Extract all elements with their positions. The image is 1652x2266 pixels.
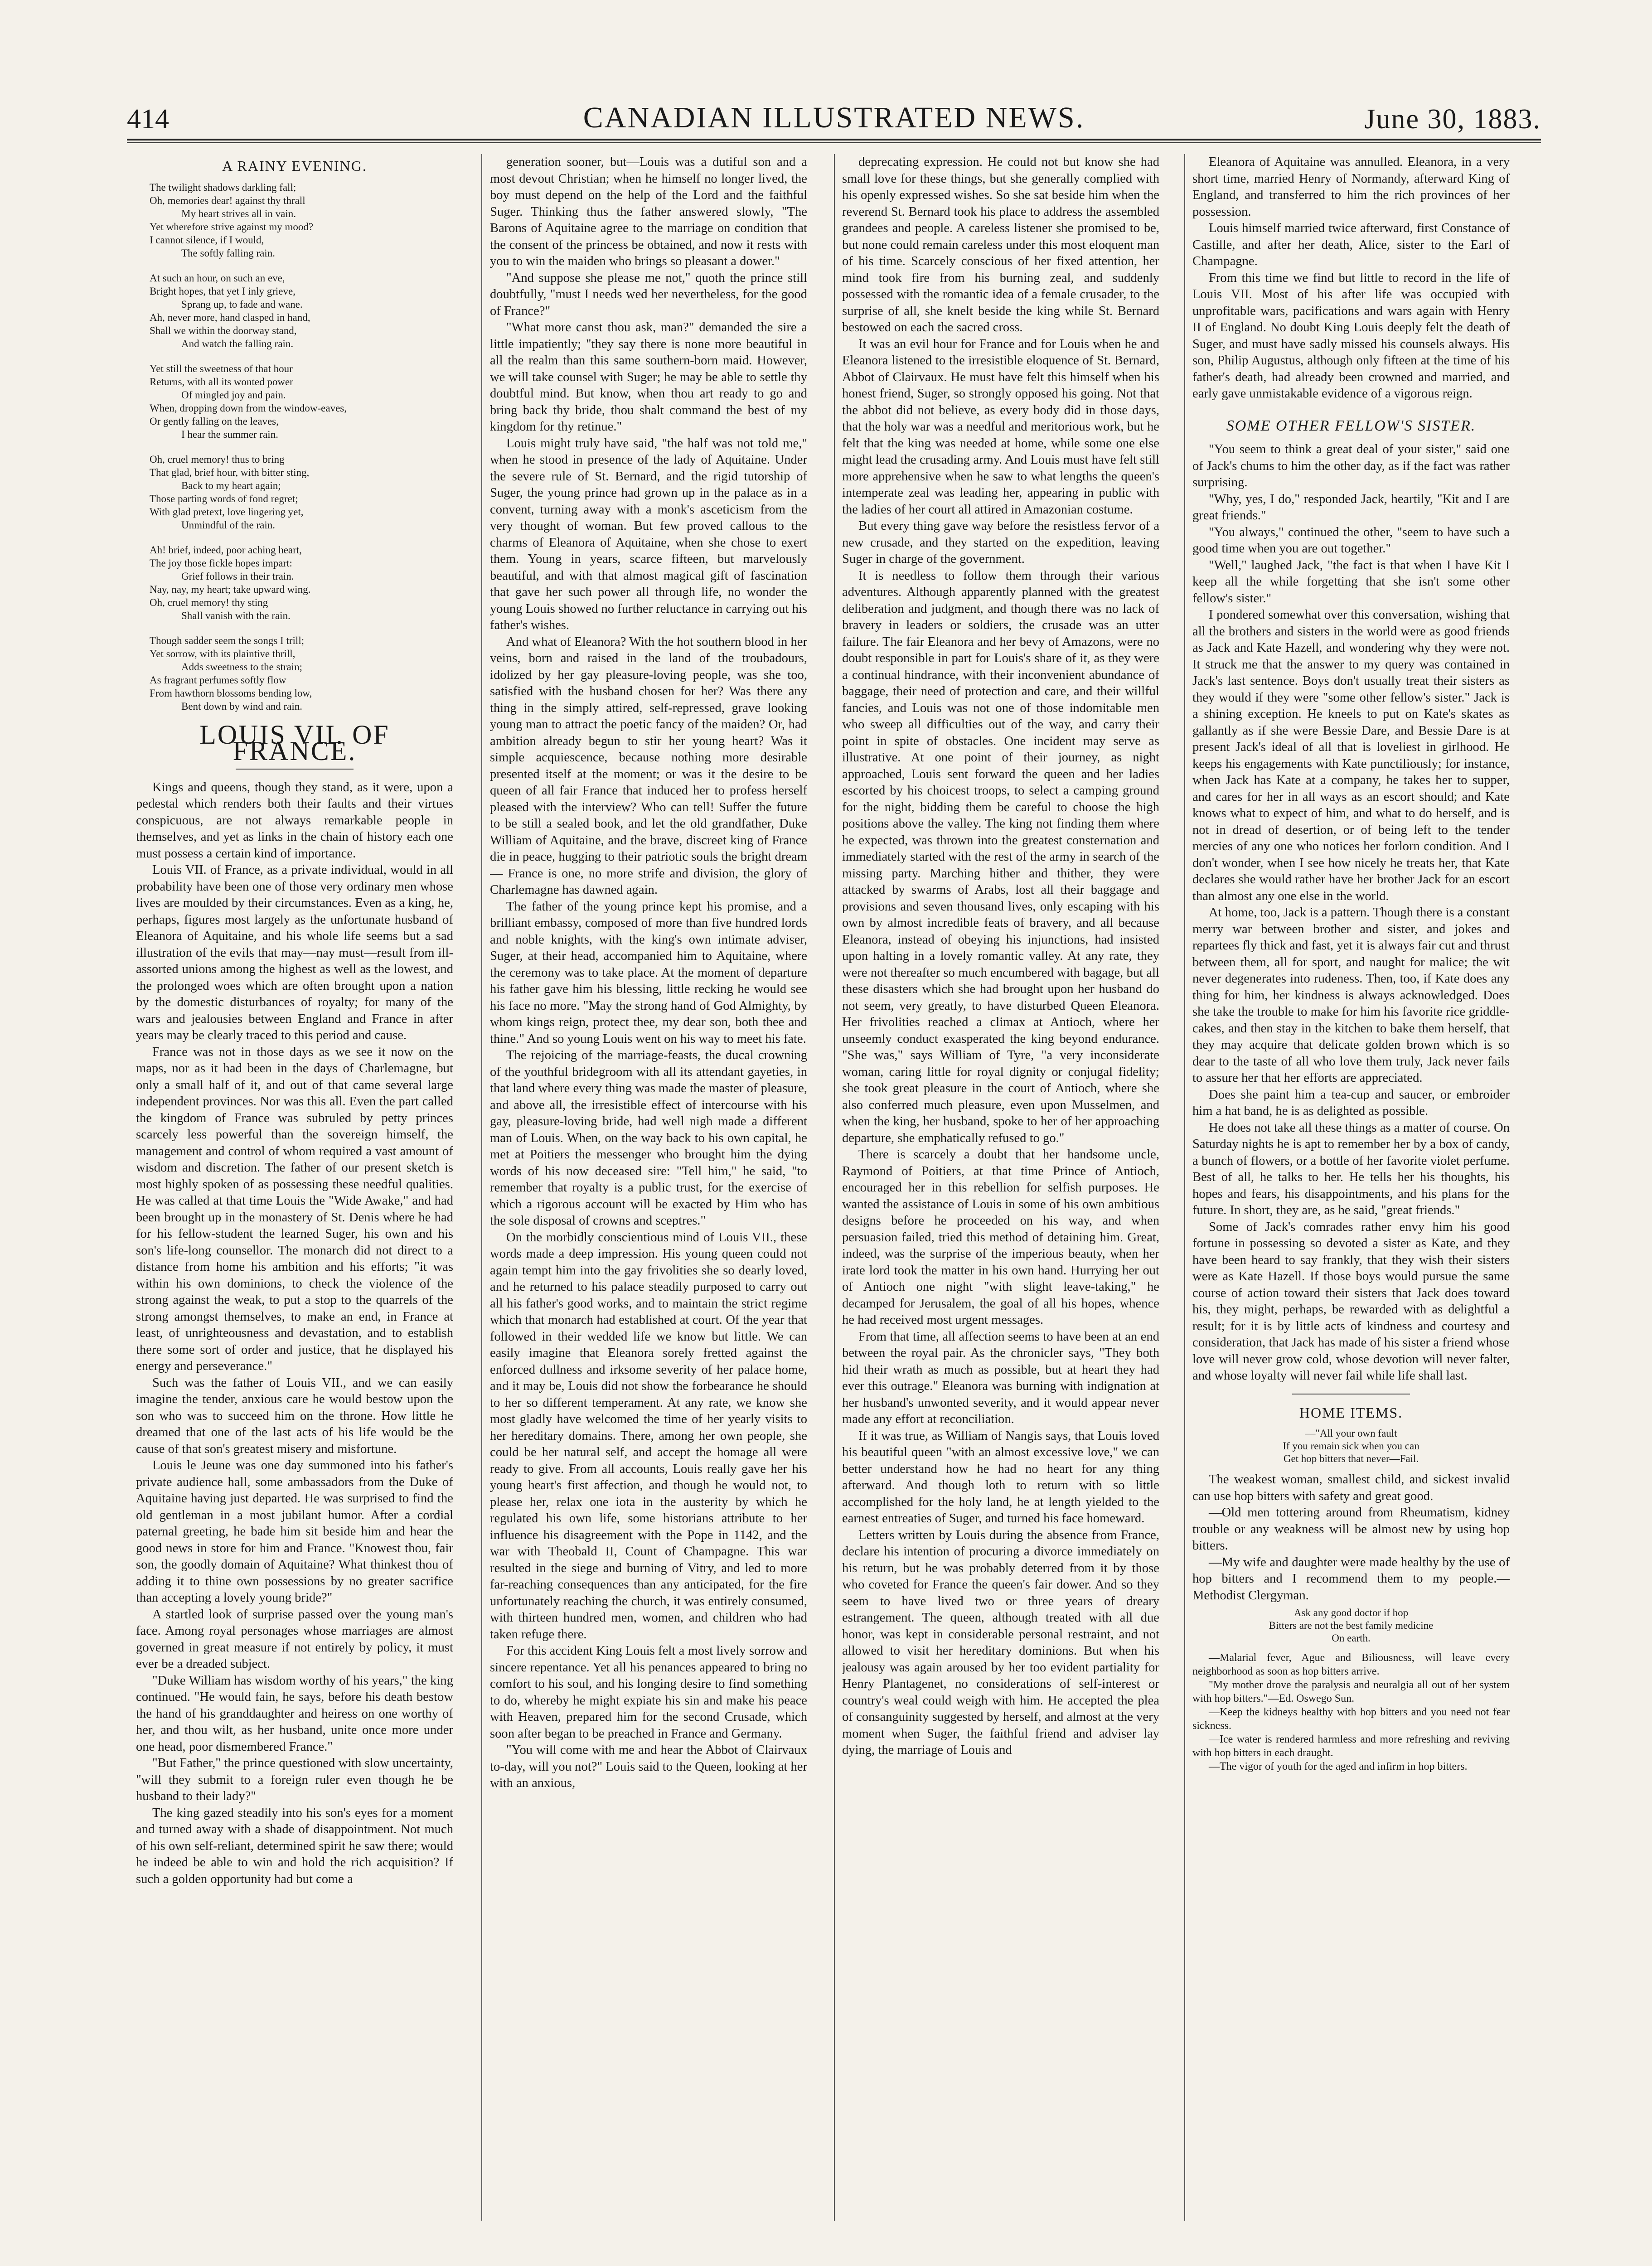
poem-title: A RAINY EVENING. xyxy=(222,158,367,174)
poem-line: As fragrant perfumes softly flow xyxy=(150,674,286,686)
paragraph: I pondered somewhat over this conversation, wishing that all the brothers and sisters in the world were as good friends as Jack and Kate Hazell, and wondering why they were not. It struck me that the answer to my query was contained in Jack's last sentence. Boys don't usually treat their sisters as they would if they were "some other fellow's sister." Jack is a shining exception. He kneels to put on Kate's skates as gallantly as if she were Bessie Dare, and Bessie Dare is at present Jack's ideal of all that is loveliest in girlhood. He keeps his engagements with Kate punctiliously; for instance, when Jack has Kate at a company, he takes her to supper, and cares for her in all ways as an escort should; and Kate knows what to expect of him, and what to do herself, and is not in dread of desertion, or of being left to the tender mercies of any one who notices her forlorn condition. And I don't wonder, when I see how nicely he treats her, that Kate declares she would rather have her brother Jack for an escort than almost any one else in the world. xyxy=(1192,608,1510,903)
article-text xyxy=(842,154,1159,1759)
page-number: 414 xyxy=(127,104,169,135)
paragraph: Louis might truly have said, "the half was not told me," when he stood in presence of the lady of Aquitaine. Under the severe rule of St. Bernard, and the rigid tutorship of Suger, the young prince had grown up in the palace as in a convent, turning away with a monk's asceticism from the very thought of woman. But few proved callous to the charms of Eleanora of Aquitaine, when she chose to exert them. Young in years, scarce fifteen, but marvelously beautiful, and with that almost magical gift of fascination that gave her such power all through life, no wonder the young Louis showed no further reluctance in carrying out his father's wishes. xyxy=(490,436,807,632)
column-1 xyxy=(136,154,453,2203)
motto-line: Get hop bitters that never—Fail. xyxy=(1283,1453,1419,1464)
poem-line: Sprang up, to fade and wane. xyxy=(181,298,303,310)
poem-line: When, dropping down from the window-eaves, xyxy=(150,402,347,414)
column-3 xyxy=(842,154,1159,2221)
paragraph: "You seem to think a great deal of your sister," said one of Jack's chums to him the other day, as if the fact was rather surprising. xyxy=(1192,442,1510,489)
poem-stanza xyxy=(150,543,453,622)
paragraph: —Ice water is rendered harmless and more refreshing and reviving with hop bitters in each draught. xyxy=(1192,1733,1510,1759)
poem-line: From hawthorn blossoms bending low, xyxy=(150,687,312,699)
paragraph: From this time we find but little to record in the life of Louis VII. Most of his after life was occupied with unprofitable wars, pacifications and wars again with Henry II of England. No doubt King Louis deeply felt the death of Suger, and must have sadly missed his counsels always. His son, Philip Augustus, although only fifteen at the time of his father's death, had already been crowned and married, and early gave unmistakable evidence of a vigorous reign. xyxy=(1192,271,1510,401)
poem-line: Those parting words of fond regret; xyxy=(150,493,298,504)
poem-line: Unmindful of the rain. xyxy=(181,519,275,531)
motto-line: If you remain sick when you can xyxy=(1283,1440,1419,1452)
article-title: LOUIS VII. OF FRANCE. xyxy=(199,719,390,766)
paragraph: But every thing gave way before the resistless fervor of a new crusade, and they started on the expedition, leaving Suger in charge of the government. xyxy=(842,519,1159,566)
paragraph: "My mother drove the paralysis and neuralgia all out of her system with hop bitters."—Ed. Oswego Sun. xyxy=(1192,1679,1510,1704)
paragraph: It was an evil hour for France and for Louis when he and Eleanora listened to the irresistible eloquence of St. Bernard, Abbot of Clairvaux. He must have felt this himself when his honest friend, Suger, so strongly opposed his going. Not that the abbot did not believe, as every body did in those days, that the holy war was a needful and meritorious work, but he felt that the king was needed at home, while some one else might lead the crusading army. And Louis must have felt still more apprehensive when he saw to what lengths the queen's intemperate zeal was leading her, appearing in public with the ladies of her court all attired in Amazonian costume. xyxy=(842,337,1159,517)
motto xyxy=(1192,1607,1510,1645)
poem-line: Of mingled joy and pain. xyxy=(181,389,286,401)
paragraph: generation sooner, but—Louis was a dutiful son and a most devout Christian; when he himself no longer lived, the boy must depend on the help of the Lord and the faithful Suger. Thinking thus the father answered slowly, "The Barons of Aquitaine agree to the marriage on condition that the consent of the princess be obtained, and now it rests with you to win the maiden who brings so pleasant a dower." xyxy=(490,155,807,268)
paragraph: Such was the father of Louis VII., and we can easily imagine the tender, anxious care he would bestow upon the son who was to succeed him on the throne. How little he dreamed that one of the last acts of his life would be the cause of that son's greatest misery and misfortune. xyxy=(136,1375,453,1456)
poem-line: With glad pretext, love lingering yet, xyxy=(150,506,304,518)
title-rule xyxy=(236,769,354,770)
motto-line: On earth. xyxy=(1332,1632,1371,1644)
poem-line: Adds sweetness to the strain; xyxy=(181,661,303,673)
paragraph: Eleanora of Aquitaine was annulled. Eleanora, in a very short time, married Henry of Normandy, afterward King of England, and transferred to him the rich provinces of her possession. xyxy=(1192,155,1510,219)
poem-line: Ah, never more, hand clasped in hand, xyxy=(150,311,310,323)
paragraph: Louis le Jeune was one day summoned into his father's private audience hall, some ambassadors from the Duke of Aquitaine having just departed. He was surprised to find the old gentleman in a most jubilant humor. After a cordial paternal greeting, he bade him sit beside him and hear the good news in store for him and France. "Knowest thou, fair son, the goodly domain of Aquitaine? What thinkest thou of adding it to thine own possessions by no greater sacrifice than accepting a lovely young bride?" xyxy=(136,1458,453,1605)
paragraph: The father of the young prince kept his promise, and a brilliant embassy, composed of more than five hundred lords and noble knights, with the king's own intimate adviser, Suger, at their head, accompanied him to Aquitaine, where the ceremony was to take place. At the moment of departure his father gave him his blessing, little recking he would see his face no more. "May the strong hand of God Almighty, by whom kings reign, protect thee, my dear son, both thee and thine." And so young Louis went on his way to meet his fate. xyxy=(490,899,807,1046)
paragraph: For this accident King Louis felt a most lively sorrow and sincere repentance. Yet all his penances appeared to bring no comfort to his soul, and his longing desire to find something to do, whereby he might expiate his sin and make his peace with Heaven, prepared him for the second Crusade, which soon after began to be preached in France and Germany. xyxy=(490,1644,807,1741)
paragraph: —My wife and daughter were made healthy by the use of hop bitters and I recommend them to my people.—Methodist Clergyman. xyxy=(1192,1555,1510,1603)
article-text xyxy=(1192,441,1510,1385)
motto-line: Ask any good doctor if hop xyxy=(1294,1607,1409,1618)
poem-body xyxy=(150,181,453,713)
paragraph: Kings and queens, though they stand, as it were, upon a pedestal which renders both their faults and their virtues conspicuous, are not always remarkable people in themselves, and yet as links in the chain of history each one must possess a certain kind of importance. xyxy=(136,780,453,861)
article-text xyxy=(136,780,453,1888)
paragraph: "You always," continued the other, "seem to have such a good time when you are out together." xyxy=(1192,525,1510,556)
column-rule xyxy=(834,154,835,2221)
poem-line: Nay, nay, my heart; take upward wing. xyxy=(150,583,311,595)
article-text xyxy=(1192,1651,1510,1773)
paragraph: There is scarcely a doubt that her handsome uncle, Raymond of Poitiers, at that time Prince of Antioch, encouraged her in this rebellion for selfish purposes. He wanted the assistance of Louis in some of his own ambitious designs before he proceeded on his way, and when persuasion failed, tried this method of detaining him. Great, indeed, was the surprise of the imperious beauty, when her irate lord took the matter in his own hand. Hurrying her out of Antioch one night "with slight leave-taking," he decamped for Jerusalem, the goal of all his hopes, whence he had received most urgent messages. xyxy=(842,1148,1159,1327)
poem-line: Grief follows in their train. xyxy=(181,570,294,582)
poem-stanza xyxy=(150,453,453,532)
motto xyxy=(1192,1427,1510,1465)
poem-line: My heart strives all in vain. xyxy=(181,208,296,219)
paragraph: —Keep the kidneys healthy with hop bitters and you need not fear sickness. xyxy=(1192,1706,1510,1732)
paragraph: "Duke William has wisdom worthy of his years," the king continued. "He would fain, he says, before his death bestow the hand of his granddaughter and heiress on one worthy of her, and thou wilt, as her husband, unite once more under one head, poor dismembered France." xyxy=(136,1673,453,1754)
poem-line: Oh, memories dear! against thy thrall xyxy=(150,194,305,206)
poem-line: Though sadder seem the songs I trill; xyxy=(150,634,305,646)
poem-line: I hear the summer rain. xyxy=(181,428,278,440)
poem-line: At such an hour, on such an eve, xyxy=(150,272,285,284)
article-text xyxy=(1192,1472,1510,1604)
poem-line: Yet wherefore strive against my mood? xyxy=(150,221,314,232)
poem-line: Bent down by wind and rain. xyxy=(181,700,303,712)
paragraph: France was not in those days as we see it now on the maps, nor as it had been in the days of Charlemagne, but only a small half of it, and out of that came several large independent provinces. Nor was this all. Even the part called the kingdom of France was subruled by petty princes scarcely less powerful than the sovereign himself, the management and control of whom required a vast amount of wisdom and discretion. The father of our present sketch is most highly spoken of as possessing these needful qualities. He was called at that time Louis the "Wide Awake," and had been brought up in the monastery of St. Denis where he had for his fellow-student the learned Suger, his own and his son's life-long counsellor. The monarch did not direct to a distance from home his ambition and his efforts; "it was within his own dominions, to check the violence of the strong against the weak, to put a stop to the quarrels of the strong amongst themselves, to make an end, in France at least, of unrighteousness and devastation, and to establish there some sort of order and justice, that he displayed his energy and perseverance." xyxy=(136,1045,453,1373)
article-text xyxy=(1192,154,1510,402)
poem-line: Returns, with all its wonted power xyxy=(150,376,293,387)
publication-title: CANADIAN ILLUSTRATED NEWS. xyxy=(583,101,1085,134)
poem-stanza xyxy=(150,362,453,441)
column-4 xyxy=(1192,154,1510,2221)
paragraph: "What more canst thou ask, man?" demanded the sire a little impatiently; "they say there is none more beautiful in all the realm than this same southern-born maid. However, we will take counsel with Suger; he may be able to settle thy doubtful mind. But know, when thou art ready to go and bring back thy bride, thou shalt command the best of my kingdom for thy retinue." xyxy=(490,320,807,434)
masthead xyxy=(127,101,1541,140)
paragraph: A startled look of surprise passed over the young man's face. Among royal personages whose marriages are almost governed in great measure if not entirely by policy, it must ever be a dreaded subject. xyxy=(136,1607,453,1671)
paragraph: He does not take all these things as a matter of course. On Saturday nights he is apt to remember her by a box of candy, a bunch of flowers, or a bottle of her favorite violet perfume. Best of all, he talks to her. He tells her his thoughts, his hopes and fears, his disappointments, and his plans for the future. In short, they are, as he said, "great friends." xyxy=(1192,1120,1510,1217)
poem-line: Oh, cruel memory! thy sting xyxy=(150,596,268,608)
motto-line: Bitters are not the best family medicine xyxy=(1269,1620,1434,1631)
poem-line: I cannot silence, if I would, xyxy=(150,234,264,246)
paragraph: deprecating expression. He could not but know she had small love for these things, but she generally complied with his openly expressed wishes. So she sat beside him when the reverend St. Bernard took his place to address the assembled grandees and people. A careless listener she promised to be, but none could remain careless under this most eloquent man of his time. Scarcely conscious of her fixed attention, her mind took fire from his burning zeal, and suddenly possessed with the romantic idea of a female crusader, to the surprise of all, she knelt beside the king while St. Bernard bestowed on each the sacred cross. xyxy=(842,155,1159,334)
paragraph: If it was true, as William of Nangis says, that Louis loved his beautiful queen "with an almost excessive love," we can better understand how he had no heart for any thing afterward. And though loth to return with so little accomplished for the holy land, he at length yielded to the earnest entreaties of Suger, and turned his face homeward. xyxy=(842,1428,1159,1525)
paragraph: "And suppose she please me not," quoth the prince still doubtfully, "must I needs wed her nevertheless, for the good of France?" xyxy=(490,271,807,318)
poem-line: The softly falling rain. xyxy=(181,247,275,259)
column-rule xyxy=(1184,154,1185,2221)
column-rule xyxy=(481,154,482,2221)
poem-line: Or gently falling on the leaves, xyxy=(150,415,279,427)
paragraph: On the morbidly conscientious mind of Louis VII., these words made a deep impression. His young queen could not again tempt him into the gay frivolities she so dearly loved, and he returned to his palace steadily purposed to carry out all his father's good works, and to maintain the strict regime which that monarch had established at court. Of the year that followed in their wedded life we know but little. We can easily imagine that Eleanora sorely fretted against the enforced dullness and irksome severity of her palace home, and it may be, Louis did not show the forbearance he should to her so different temperament. At any rate, we know she most gladly have welcomed the time of her yearly visits to her hereditary domains. There, among her own people, she could be her natural self, and accept the homage all were ready to give. From all accounts, Louis really gave her his young heart's first affection, and though he would not, to please her, relax one iota in the austerity by which he regulated his own life, some historians attribute to her influence his disagreement with the Pope in 1142, and the war with Theobald II, Count of Champagne. This war resulted in the siege and burning of Vitry, and led to more far-reaching consequences than any anticipated, for the fire unfortunately reaching the church, it was entirely consumed, with thirteen hundred men, women, and children who had taken refuge there. xyxy=(490,1230,807,1641)
paragraph: And what of Eleanora? With the hot southern blood in her veins, born and raised in the land of the troubadours, idolized by her gay pleasure-loving people, was she too, satisfied with the husband chosen for her? Was there any thing in the simply attired, self-repressed, grave looking young man to attract the poetic fancy of the maiden? Or, had ambition already begun to stir her young heart? Was it simple acquiescence, because nothing more desirable presented itself at the moment; or was it the desire to be queen of all fair France that induced her to profess herself pleased with the interview? Who can tell! Suffer the future to be still a sealed book, and let the old grandfather, Duke William of Aquitaine, and the brave, discreet king of France die in peace, hugging to their patriotic souls the bright dream — France is one, no more strife and division, the glory of Charlemagne has dawned again. xyxy=(490,634,807,897)
poem-stanza xyxy=(150,634,453,713)
paragraph: "Well," laughed Jack, "the fact is that when I have Kit I keep all the while forgetting that she isn't some other fellow's sister." xyxy=(1192,558,1510,605)
poem-line: Yet sorrow, with its plaintive thrill, xyxy=(150,648,296,659)
article-title-home-items: HOME ITEMS. xyxy=(1299,1404,1403,1421)
paragraph: Letters written by Louis during the absence from France, declare his intention of procuring a divorce immediately on his return, but he was probably deterred from it by those who coveted for France the queen's fair dower. And so they seem to have lived two or three years of dreary estrangement. The queen, although treated with all due honor, was kept in considerable personal restraint, and not allowed to visit her hereditary dominions. But when his jealousy was again aroused by her too evident partiality for Henry Plantagenet, no considerations of self-interest or country's weal could weigh with him. He accepted the plea of consanguinity suggested by herself, and almost at the very moment when Suger, the faithful friend and adviser lay dying, the marriage of Louis and xyxy=(842,1528,1159,1757)
paragraph: "Why, yes, I do," responded Jack, heartily, "Kit and I are great friends." xyxy=(1192,492,1510,523)
article-title-sister: SOME OTHER FELLOW'S SISTER. xyxy=(1226,417,1476,434)
article-text xyxy=(490,154,807,1792)
paragraph: The weakest woman, smallest child, and sickest invalid can use hop bitters with safety and great good. xyxy=(1192,1472,1510,1503)
paragraph: —Malarial fever, Ague and Biliousness, will leave every neighborhood as soon as hop bitters arrive. xyxy=(1192,1652,1510,1677)
issue-date: June 30, 1883. xyxy=(1364,104,1541,135)
paragraph: —The vigor of youth for the aged and infirm in hop bitters. xyxy=(1209,1761,1468,1772)
paragraph: From that time, all affection seems to have been at an end between the royal pair. As the chronicler says, "They both hid their wrath as much as possible, but at heart they had ever this outrage." Eleanora was burning with indignation at her husband's unwonted severity, and it would appear never made any effort at reconciliation. xyxy=(842,1329,1159,1426)
paragraph: Louis VII. of France, as a private individual, would in all probability have been one of those very ordinary men whose lives are moulded by their circumstances. Even as a king, he, perhaps, figures most largely as the unfortunate husband of Eleanora of Aquitaine, and his whole life seems but a sad illustration of the evils that may—nay must—result from ill-assorted unions among the highest as well as the lowest, and the prolonged woes which are often brought upon a nation by the domestic disturbances of royalty; for many of the wars and jealousies between England and France in after years may be clearly traced to this period and cause. xyxy=(136,863,453,1042)
poem-line: The joy those fickle hopes impart: xyxy=(150,557,292,569)
paragraph: The rejoicing of the marriage-feasts, the ducal crowning of the youthful bridegroom with all its attendant gayeties, in that land where every thing was made the master of pleasure, and above all, the irresistible effect of intercourse with his gay, pleasure-loving bride, had well nigh made a different man of Louis. When, on the way back to his own capital, he met at Poitiers the messenger who brought him the dying words of his now deceased sire: "Tell him," he said, "to remember that royalty is a public trust, for the exercise of which a rigorous account will be exacted by Him who has the sole disposal of crowns and sceptres." xyxy=(490,1048,807,1228)
paragraph: Louis himself married twice afterward, first Constance of Castille, and after her death, Alice, sister to the Earl of Champagne. xyxy=(1192,221,1510,268)
poem-stanza xyxy=(150,181,453,260)
poem-stanza xyxy=(150,271,453,350)
poem-line: That glad, brief hour, with bitter sting, xyxy=(150,466,310,478)
poem-line: Bright hopes, that yet I inly grieve, xyxy=(150,285,296,297)
poem-line: Back to my heart again; xyxy=(181,479,281,491)
paragraph: "But Father," the prince questioned with slow uncertainty, "will they submit to a foreign ruler even though he be husband to their lady?" xyxy=(136,1756,453,1803)
paragraph: Does she paint him a tea-cup and saucer, or embroider him a hat band, he is as delighted as possible. xyxy=(1192,1087,1510,1118)
poem-line: The twilight shadows darkling fall; xyxy=(150,181,296,193)
masthead-rule xyxy=(127,142,1541,143)
paragraph: —Old men tottering around from Rheumatism, kidney trouble or any weakness will be almost new by using hop bitters. xyxy=(1192,1506,1510,1553)
paragraph: The king gazed steadily into his son's eyes for a moment and turned away with a shade of disappointment. Not much of his own self-reliant, determined spirit he saw there; would he indeed be able to win and hold the rich acquisition? If such a golden opportunity had but come a xyxy=(136,1806,453,1886)
poem-line: Yet still the sweetness of that hour xyxy=(150,363,293,374)
poem-line: Ah! brief, indeed, poor aching heart, xyxy=(150,544,302,556)
poem-line: Shall vanish with the rain. xyxy=(181,610,291,621)
paragraph: It is needless to follow them through their various adventures. Although apparently planned with the greatest deliberation and judgment, and though there was no lack of bravery in leaders or soldiers, the crusade was an utter failure. The fair Eleanora and her bevy of Amazons, were no doubt responsible in part for Louis's share of it, as they were a continual hindrance, with their inconvenient abundance of baggage, their need of protection and care, and their willful fancies, and Louis was not one of those indomitable men who sweep all difficulties out of the way, and carry their point in spite of obstacles. One incident may serve as illustrative. At one point of their journey, as night approached, Louis sent forward the queen and her ladies escorted by his choicest troops, to select a camping ground for the night, bidding them be careful to choose the high positions above the valley. The king not finding them where he expected, was thrown into the greatest consternation and immediately started with the rest of the army in search of the missing party. Marching hither and thither, they were attacked by swarms of Arabs, lost all their baggage and provisions and seven thousand lives, only escaping with his own by almost incredible feats of bravery, and all because Eleanora, instead of obeying his injunctions, had insisted upon halting in a lovely romantic valley. At any rate, they were not thereafter so much encumbered with bagage, but all these disasters which she had brought upon her husband do not seem, very greatly, to have disturbed Queen Eleanora. Her frivolities reached a climax at Antioch, where her unseemly conduct exasperated the king beyond endurance. "She was," says William of Tyre, "a very inconsiderate woman, caring little for royal dignity or conjugal fidelity; she took great pleasure in the court of Antioch, where she also conferred much pleasure, even upon Musselmen, and when the king, her husband, spoke to her of her approaching departure, she emphatically refused to go." xyxy=(842,568,1159,1145)
paragraph: At home, too, Jack is a pattern. Though there is a constant merry war between brother and sister, and jokes and repartees fly thick and fast, yet it is always fair cut and thrust between them, all for sport, and naught for malice; the wit never degenerates into rudeness. Then, too, if Kate does any thing for him, her kindness is always acknowledged. Does she take the trouble to make for him his favorite rice griddle-cakes, and then stay in the kitchen to bake them herself, that they may acquire that delicate golden brown which is so dear to the taste of all who love them truly, Jack never fails to assure her that her efforts are appreciated. xyxy=(1192,905,1510,1085)
column-2 xyxy=(490,154,807,2221)
paragraph: Some of Jack's comrades rather envy him his good fortune in possessing so devoted a sister as Kate, and they have been heard to say frankly, that they wish their sisters were as Kate Hazell. If those boys would pursue the same course of action toward their sisters that Jack does toward his, they might, perhaps, be rewarded with as delightful a result; for it is by little acts of kindness and courtesy and consideration, that Jack has made of his sister a friend whose love will never grow cold, whose devotion will never falter, and whose loyalty will never fail while life shall last. xyxy=(1192,1220,1510,1383)
motto-line: —"All your own fault xyxy=(1305,1428,1397,1439)
poem-line: Oh, cruel memory! thus to bring xyxy=(150,453,285,465)
paragraph: "You will come with me and hear the Abbot of Clairvaux to-day, will you not?" Louis said to the Queen, looking at her with an anxious, xyxy=(490,1743,807,1790)
poem-line: Shall we within the doorway stand, xyxy=(150,324,297,336)
poem-line: And watch the falling rain. xyxy=(181,338,294,349)
